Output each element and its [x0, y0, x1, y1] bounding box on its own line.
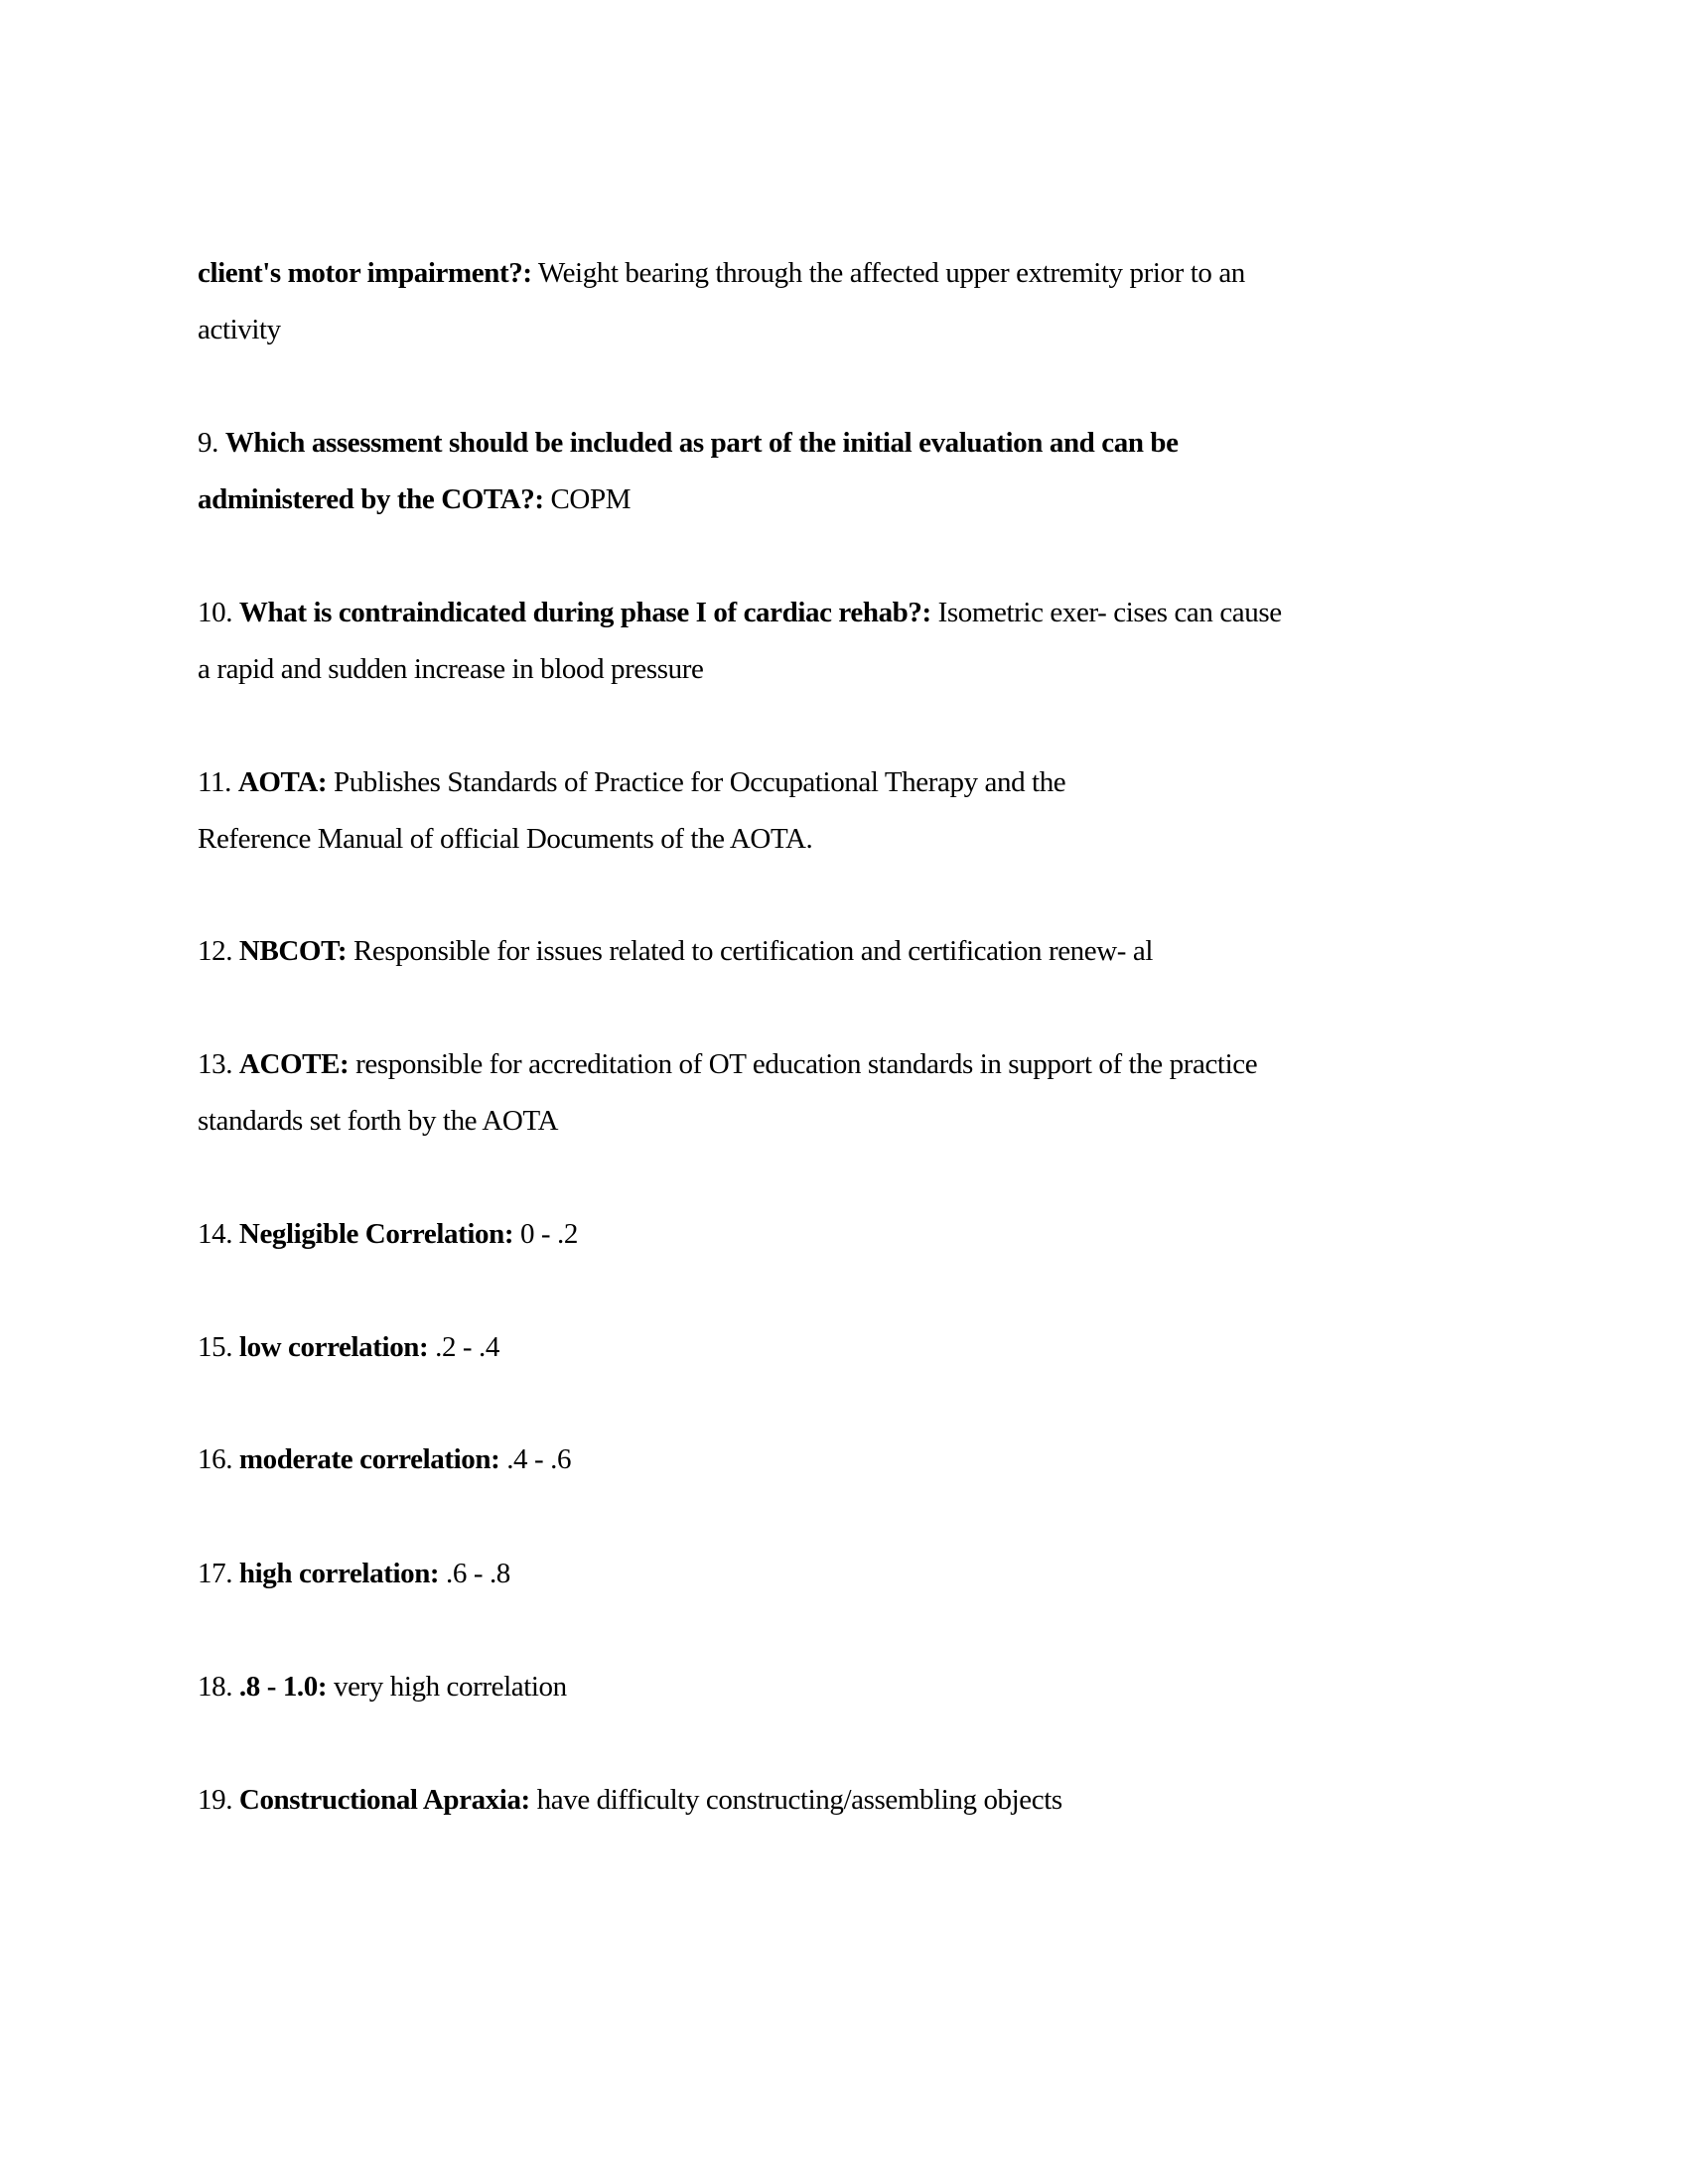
item-number: 9.	[198, 427, 225, 459]
answer: very high correlation	[327, 1671, 567, 1703]
item-number: 11.	[198, 766, 238, 798]
question: .8 - 1.0:	[238, 1671, 328, 1703]
flashcard-item	[198, 245, 1508, 358]
question: Negligible Correlation:	[238, 1218, 514, 1250]
question: low correlation:	[238, 1331, 429, 1363]
flashcard-item	[198, 415, 1508, 528]
answer: Isometric exer- cises can cause	[930, 597, 1282, 628]
flashcard-item	[198, 1432, 1508, 1488]
question: Which assessment should be included as part of the initial evaluation and can be	[224, 427, 1179, 459]
answer: COPM	[543, 483, 632, 515]
question: NBCOT:	[238, 935, 348, 967]
answer-continued: activity	[198, 314, 281, 345]
answer-continued: standards set forth by the AOTA	[198, 1105, 559, 1137]
answer: 0 - .2	[513, 1218, 578, 1250]
flashcard-item	[198, 1319, 1508, 1376]
flashcard-item	[198, 923, 1508, 980]
item-number: 18.	[198, 1671, 239, 1703]
item-number: 19.	[198, 1784, 239, 1816]
flashcard-item	[198, 1036, 1508, 1150]
question: high correlation:	[238, 1558, 440, 1589]
item-number: 16.	[198, 1443, 239, 1475]
question: moderate correlation:	[238, 1443, 500, 1475]
answer: .2 - .4	[428, 1331, 499, 1363]
answer: Weight bearing through the affected upper extremity prior to an	[531, 257, 1245, 289]
answer: .4 - .6	[499, 1443, 572, 1475]
question: AOTA:	[237, 766, 328, 798]
answer: Responsible for issues related to certification and certification renew- al	[347, 935, 1154, 967]
question: ACOTE:	[238, 1048, 350, 1080]
flashcard-item	[198, 585, 1508, 698]
question: What is contraindicated during phase I of cardiac rehab?:	[238, 597, 931, 628]
flashcard-item	[198, 1772, 1508, 1829]
item-number: 13.	[198, 1048, 239, 1080]
item-number: 15.	[198, 1331, 239, 1363]
flashcard-item	[198, 1659, 1508, 1715]
item-number: 17.	[198, 1558, 239, 1589]
question: Constructional Apraxia:	[238, 1784, 530, 1816]
question-continued: administered by the COTA?:	[198, 483, 544, 515]
item-number: 12.	[198, 935, 239, 967]
flashcard-item	[198, 754, 1508, 868]
flashcard-item	[198, 1206, 1508, 1263]
item-number: 10.	[198, 597, 239, 628]
answer: responsible for accreditation of OT education standards in support of the practice	[349, 1048, 1258, 1080]
question: client's motor impairment?:	[198, 257, 532, 289]
answer-continued: Reference Manual of official Documents of the AOTA.	[198, 823, 813, 855]
answer: .6 - .8	[439, 1558, 510, 1589]
flashcard-item	[198, 1546, 1508, 1602]
item-number: 14.	[198, 1218, 239, 1250]
answer: have difficulty constructing/assembling objects	[529, 1784, 1062, 1816]
answer: Publishes Standards of Practice for Occupational Therapy and the	[327, 766, 1066, 798]
answer-continued: a rapid and sudden increase in blood pressure	[198, 653, 704, 685]
